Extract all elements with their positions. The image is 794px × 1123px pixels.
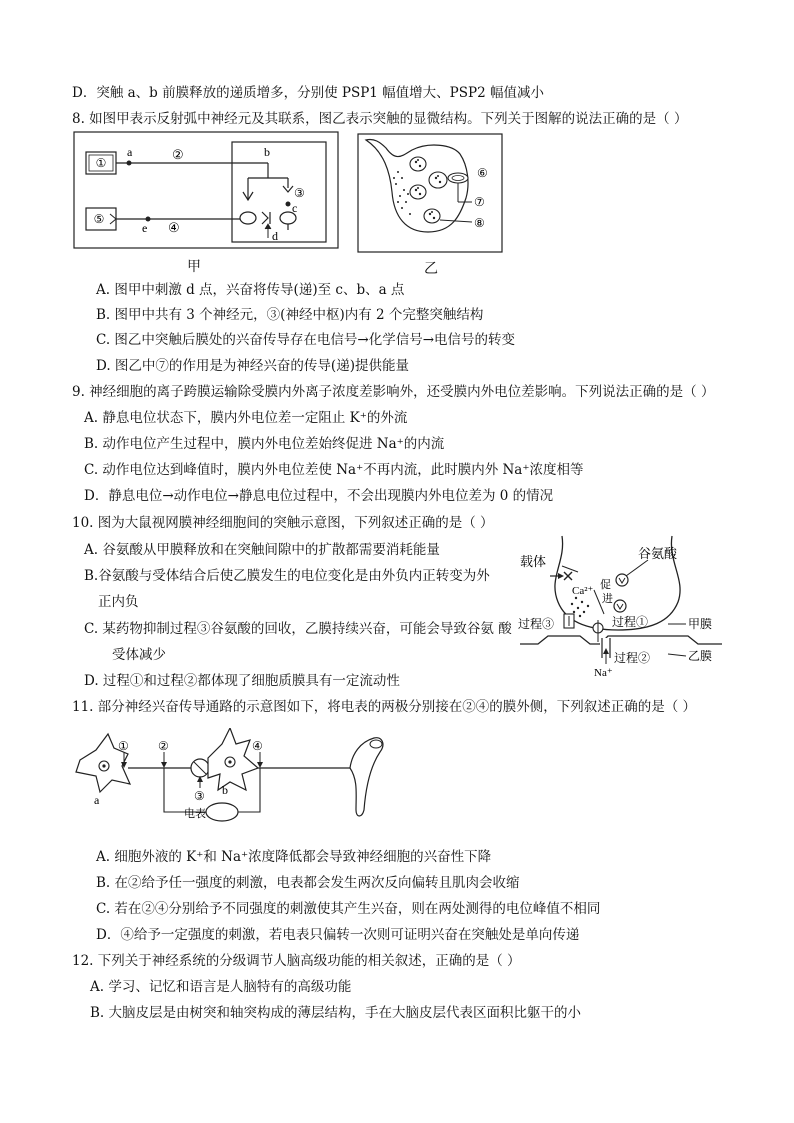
q11-option-a: A. 细胞外液的 K⁺和 Na⁺浓度降低都会导致神经细胞的兴奋性下降 xyxy=(96,849,492,865)
jia-label-5: ⑤ xyxy=(93,212,105,226)
q10-option-a: A. 谷氨酸从甲膜释放和在突触间隙中的扩散都需要消耗能量 xyxy=(84,542,440,558)
q10-option-c-line1: C. 某药物抑制过程③谷氨酸的回收，乙膜持续兴奋，可能会导致谷氨 酸 xyxy=(84,621,512,637)
yi-label-7: ⑦ xyxy=(474,195,485,209)
q9-option-b: B. 动作电位产生过程中，膜内外电位差始终促进 Na⁺的内流 xyxy=(84,436,445,452)
q9-option-d: D．静息电位→动作电位→静息电位过程中，不会出现膜内外电位差为 0 的情况 xyxy=(84,488,554,504)
jia-label-1: ① xyxy=(95,156,107,170)
jia-label-c: c xyxy=(292,201,298,215)
q8-caption-yi: 乙 xyxy=(424,261,438,277)
q8-option-c: C. 图乙中突触后膜处的兴奋传导存在电信号→化学信号→电信号的转变 xyxy=(96,332,516,348)
fig11-meter-label: 电表 xyxy=(184,808,206,820)
q8-option-b: B. 图甲中共有 3 个神经元，③(神经中枢)内有 2 个完整突触结构 xyxy=(96,307,484,323)
q9-option-a: A. 静息电位状态下，膜内外电位差一定阻止 K⁺的外流 xyxy=(84,410,408,426)
q10-stem: 10. 图为大鼠视网膜神经细胞间的突触示意图，下列叙述正确的是（ ） xyxy=(72,515,494,531)
q11-pathway-figure xyxy=(74,728,386,828)
q8-figure-yi xyxy=(356,132,506,256)
fig10-process3-label: 过程③ xyxy=(518,617,555,631)
q10-synapse-figure xyxy=(518,532,724,680)
q12-stem: 12. 下列关于神经系统的分级调节人脑高级功能的相关叙述，正确的是（ ） xyxy=(72,953,521,969)
q11-option-b: B. 在②给予任一强度的刺激，电表都会发生两次反向偏转且肌肉会收缩 xyxy=(96,875,520,891)
q11-stem: 11. 部分神经兴奋传导通路的示意图如下，将电表的两极分别接在②④的膜外侧，下列叙述正确的是（ ） xyxy=(72,699,697,715)
q11-option-c: C. 若在②④分别给予不同强度的刺激使其产生兴奋，则在两处测得的电位峰值不相同 xyxy=(96,901,601,917)
q11-option-d: D．④给予一定强度的刺激，若电表只偏转一次则可证明兴奋在突触处是单向传递 xyxy=(96,927,580,943)
q10-option-b-line1: B.谷氨酸与受体结合后使乙膜发生的电位变化是由外负内正转变为外 xyxy=(84,568,490,584)
fig10-jia-label: 甲膜 xyxy=(688,617,713,631)
q8-figure-jia xyxy=(72,130,342,254)
q8-caption-jia: 甲 xyxy=(187,259,201,275)
jia-label-a: a xyxy=(127,145,133,159)
fig10-yi-label: 乙膜 xyxy=(688,649,713,663)
q9-stem: 9. 神经细胞的离子跨膜运输除受膜内外离子浓度差影响外，还受膜内外电位差影响。下列说法正确的是（ ） xyxy=(72,384,715,400)
q10-option-d: D. 过程①和过程②都体现了细胞质膜具有一定流动性 xyxy=(84,673,400,689)
fig11-label-3: ③ xyxy=(194,789,205,803)
q8-option-d: D. 图乙中⑦的作用是为神经兴奋的传导(递)提供能量 xyxy=(96,358,409,374)
fig11-label-1: ① xyxy=(118,739,129,753)
fig10-process2-label: 过程② xyxy=(614,651,651,665)
jia-label-4: ④ xyxy=(168,220,180,235)
fig10-carrier-label: 载体 xyxy=(520,554,547,569)
q8-option-a: A. 图甲中刺激 d 点，兴奋将传导(递)至 c、b、a 点 xyxy=(96,282,405,298)
q7-option-d: D．突触 a、b 前膜释放的递质增多，分别使 PSP1 幅值增大、PSP2 幅值减小 xyxy=(72,85,544,101)
q10-option-b-line2: 正内负 xyxy=(98,594,139,610)
yi-label-8: ⑧ xyxy=(474,216,485,230)
q12-option-b: B. 大脑皮层是由树突和轴突构成的薄层结构，手在大脑皮层代表区面积比躯干的小 xyxy=(90,1005,582,1021)
fig10-na-label: Na⁺ xyxy=(594,667,613,679)
fig11-label-a: a xyxy=(94,793,100,807)
yi-label-6: ⑥ xyxy=(477,166,488,180)
q10-option-c-line2: 受体减少 xyxy=(112,647,166,663)
fig10-glu-label: 谷氨酸 xyxy=(638,546,678,561)
q9-option-c: C. 动作电位达到峰值时，膜内外电位差使 Na⁺不再内流，此时膜内外 Na⁺浓度相等 xyxy=(84,462,584,478)
fig10-ca-label: Ca²⁺ xyxy=(572,585,594,597)
fig11-label-4: ④ xyxy=(252,739,263,753)
jia-label-d: d xyxy=(272,229,278,243)
fig10-enter-label: 进 xyxy=(602,593,613,605)
q8-stem: 8. 如图甲表示反射弧中神经元及其联系，图乙表示突触的显微结构。下列关于图解的说法正确的是（ ） xyxy=(72,111,688,127)
fig11-label-2: ② xyxy=(158,739,169,753)
jia-label-b: b xyxy=(264,145,270,159)
fig10-promote-label: 促 xyxy=(600,579,611,591)
fig10-process1-label: 过程① xyxy=(612,615,649,629)
fig11-label-b: b xyxy=(222,783,228,797)
jia-label-e: e xyxy=(142,221,148,235)
jia-label-2: ② xyxy=(172,147,184,162)
q12-option-a: A. 学习、记忆和语言是人脑特有的高级功能 xyxy=(90,979,352,995)
jia-label-3: ③ xyxy=(294,186,305,200)
